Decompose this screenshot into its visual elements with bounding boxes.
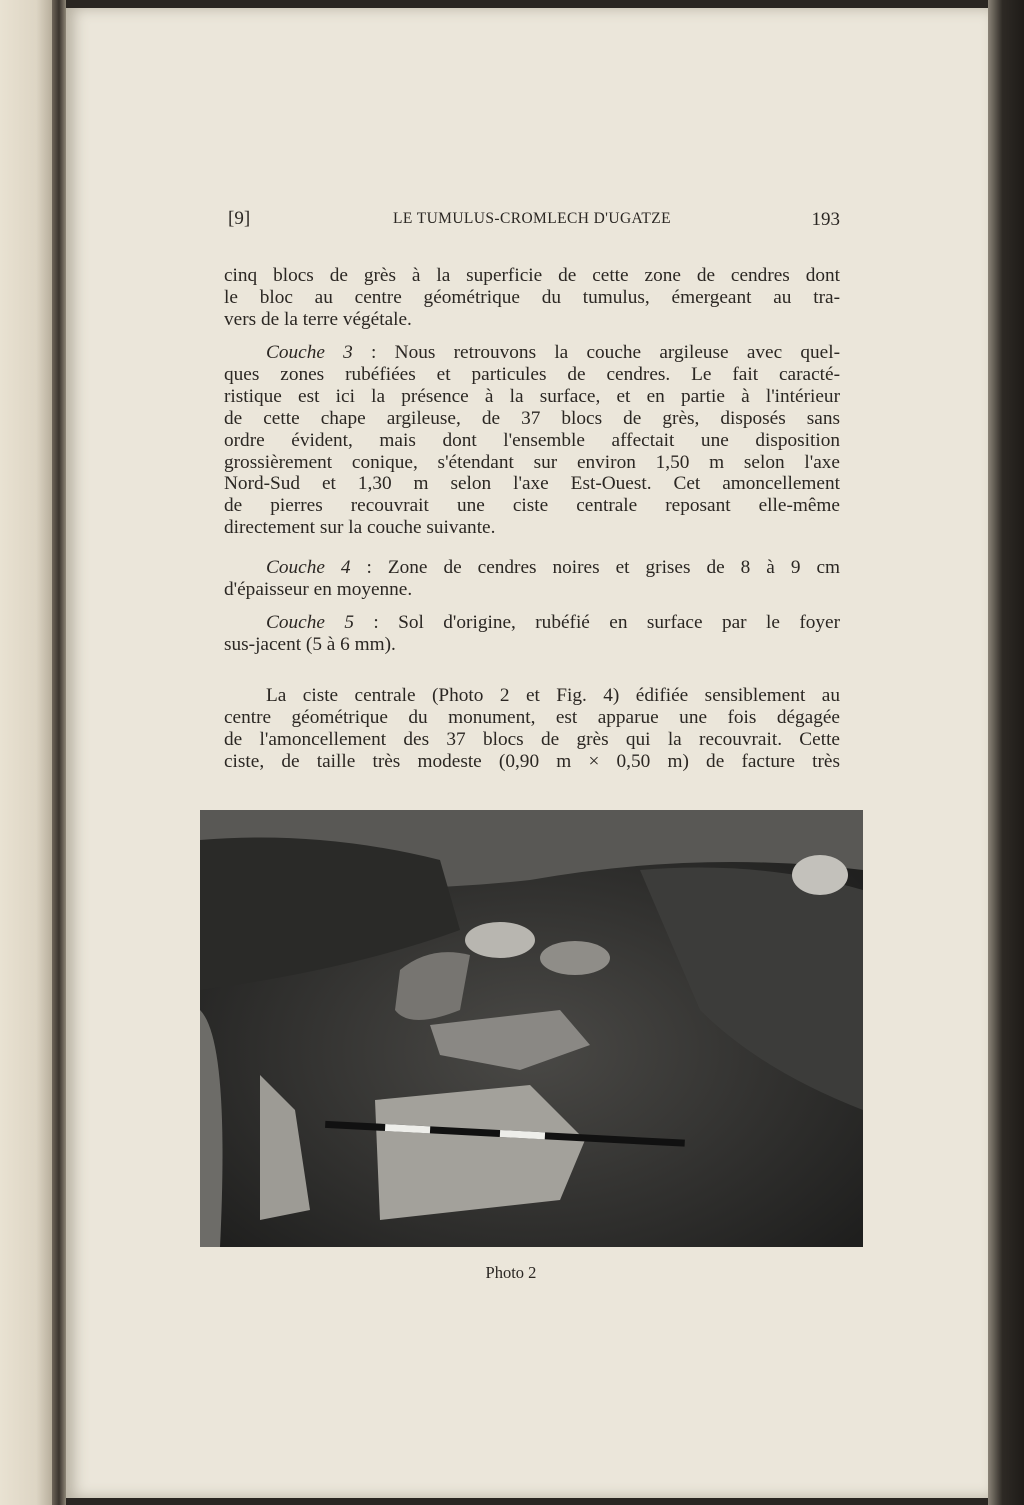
text-line: ordre évident, mais dont l'ensemble affectait une disposition: [224, 429, 840, 451]
layer-label: Couche 4: [266, 557, 351, 578]
text-line: directement sur la couche suivante.: [224, 517, 496, 539]
text-line: Couche 5 : Sol d'origine, rubéfié en surface par le foyer: [266, 612, 841, 633]
text-line: d'épaisseur en moyenne.: [224, 578, 413, 600]
text-line: vers de la terre végétale.: [224, 308, 412, 330]
page-number: 193: [811, 209, 840, 230]
text-line: de l'amoncellement des 37 blocs de grès qui la recouvrait. Cette: [224, 728, 840, 750]
stone-cist-photo-image: [200, 810, 863, 1247]
paragraph-1: [224, 265, 840, 331]
paragraph-ciste: [224, 685, 840, 773]
running-title: LE TUMULUS-CROMLECH D'UGATZE: [392, 210, 672, 227]
running-header: [224, 208, 840, 232]
text-line: sus-jacent (5 à 6 mm).: [224, 633, 396, 655]
text-line: cinq blocs de grès à la superficie de cette zone de cendres dont: [224, 265, 840, 286]
text-line: ciste, de taille très modeste (0,90 m × 0,50 m) de facture très: [224, 750, 840, 772]
text-line: ristique est ici la présence à la surface, et en partie à l'intérieur: [224, 385, 840, 407]
text-line: grossièrement conique, s'étendant sur environ 1,50 m selon l'axe: [224, 451, 840, 473]
paragraph-couche-5: [224, 612, 840, 656]
text-line: Couche 3 : Nous retrouvons la couche argileuse avec quel-: [266, 342, 841, 363]
section-number: [9]: [228, 208, 251, 229]
text-line: centre géométrique du monument, est apparue une fois dégagée: [224, 706, 840, 728]
paragraph-couche-4: [224, 557, 840, 601]
layer-label: Couche 5: [266, 612, 354, 633]
text-line: le bloc au centre géométrique du tumulus, émergeant au tra-: [224, 286, 840, 308]
text-line: ques zones rubéfiées et particules de cendres. Le fait caracté-: [224, 363, 840, 385]
text-line: La ciste centrale (Photo 2 et Fig. 4) édifiée sensiblement au: [266, 685, 840, 706]
text-line: Couche 4 : Zone de cendres noires et grises de 8 à 9 cm: [266, 557, 841, 578]
paragraph-couche-3: [224, 342, 840, 539]
text-line: Nord-Sud et 1,30 m selon l'axe Est-Ouest. Cet amoncellement: [224, 473, 840, 495]
text-line: de pierres recouvrait une ciste centrale reposant elle-même: [224, 495, 840, 517]
excavation-photo: [200, 810, 863, 1247]
layer-label: Couche 3: [266, 342, 353, 363]
text-line: de cette chape argileuse, de 37 blocs de grès, disposés sans: [224, 407, 840, 429]
figure-caption: Photo 2: [485, 1263, 537, 1282]
